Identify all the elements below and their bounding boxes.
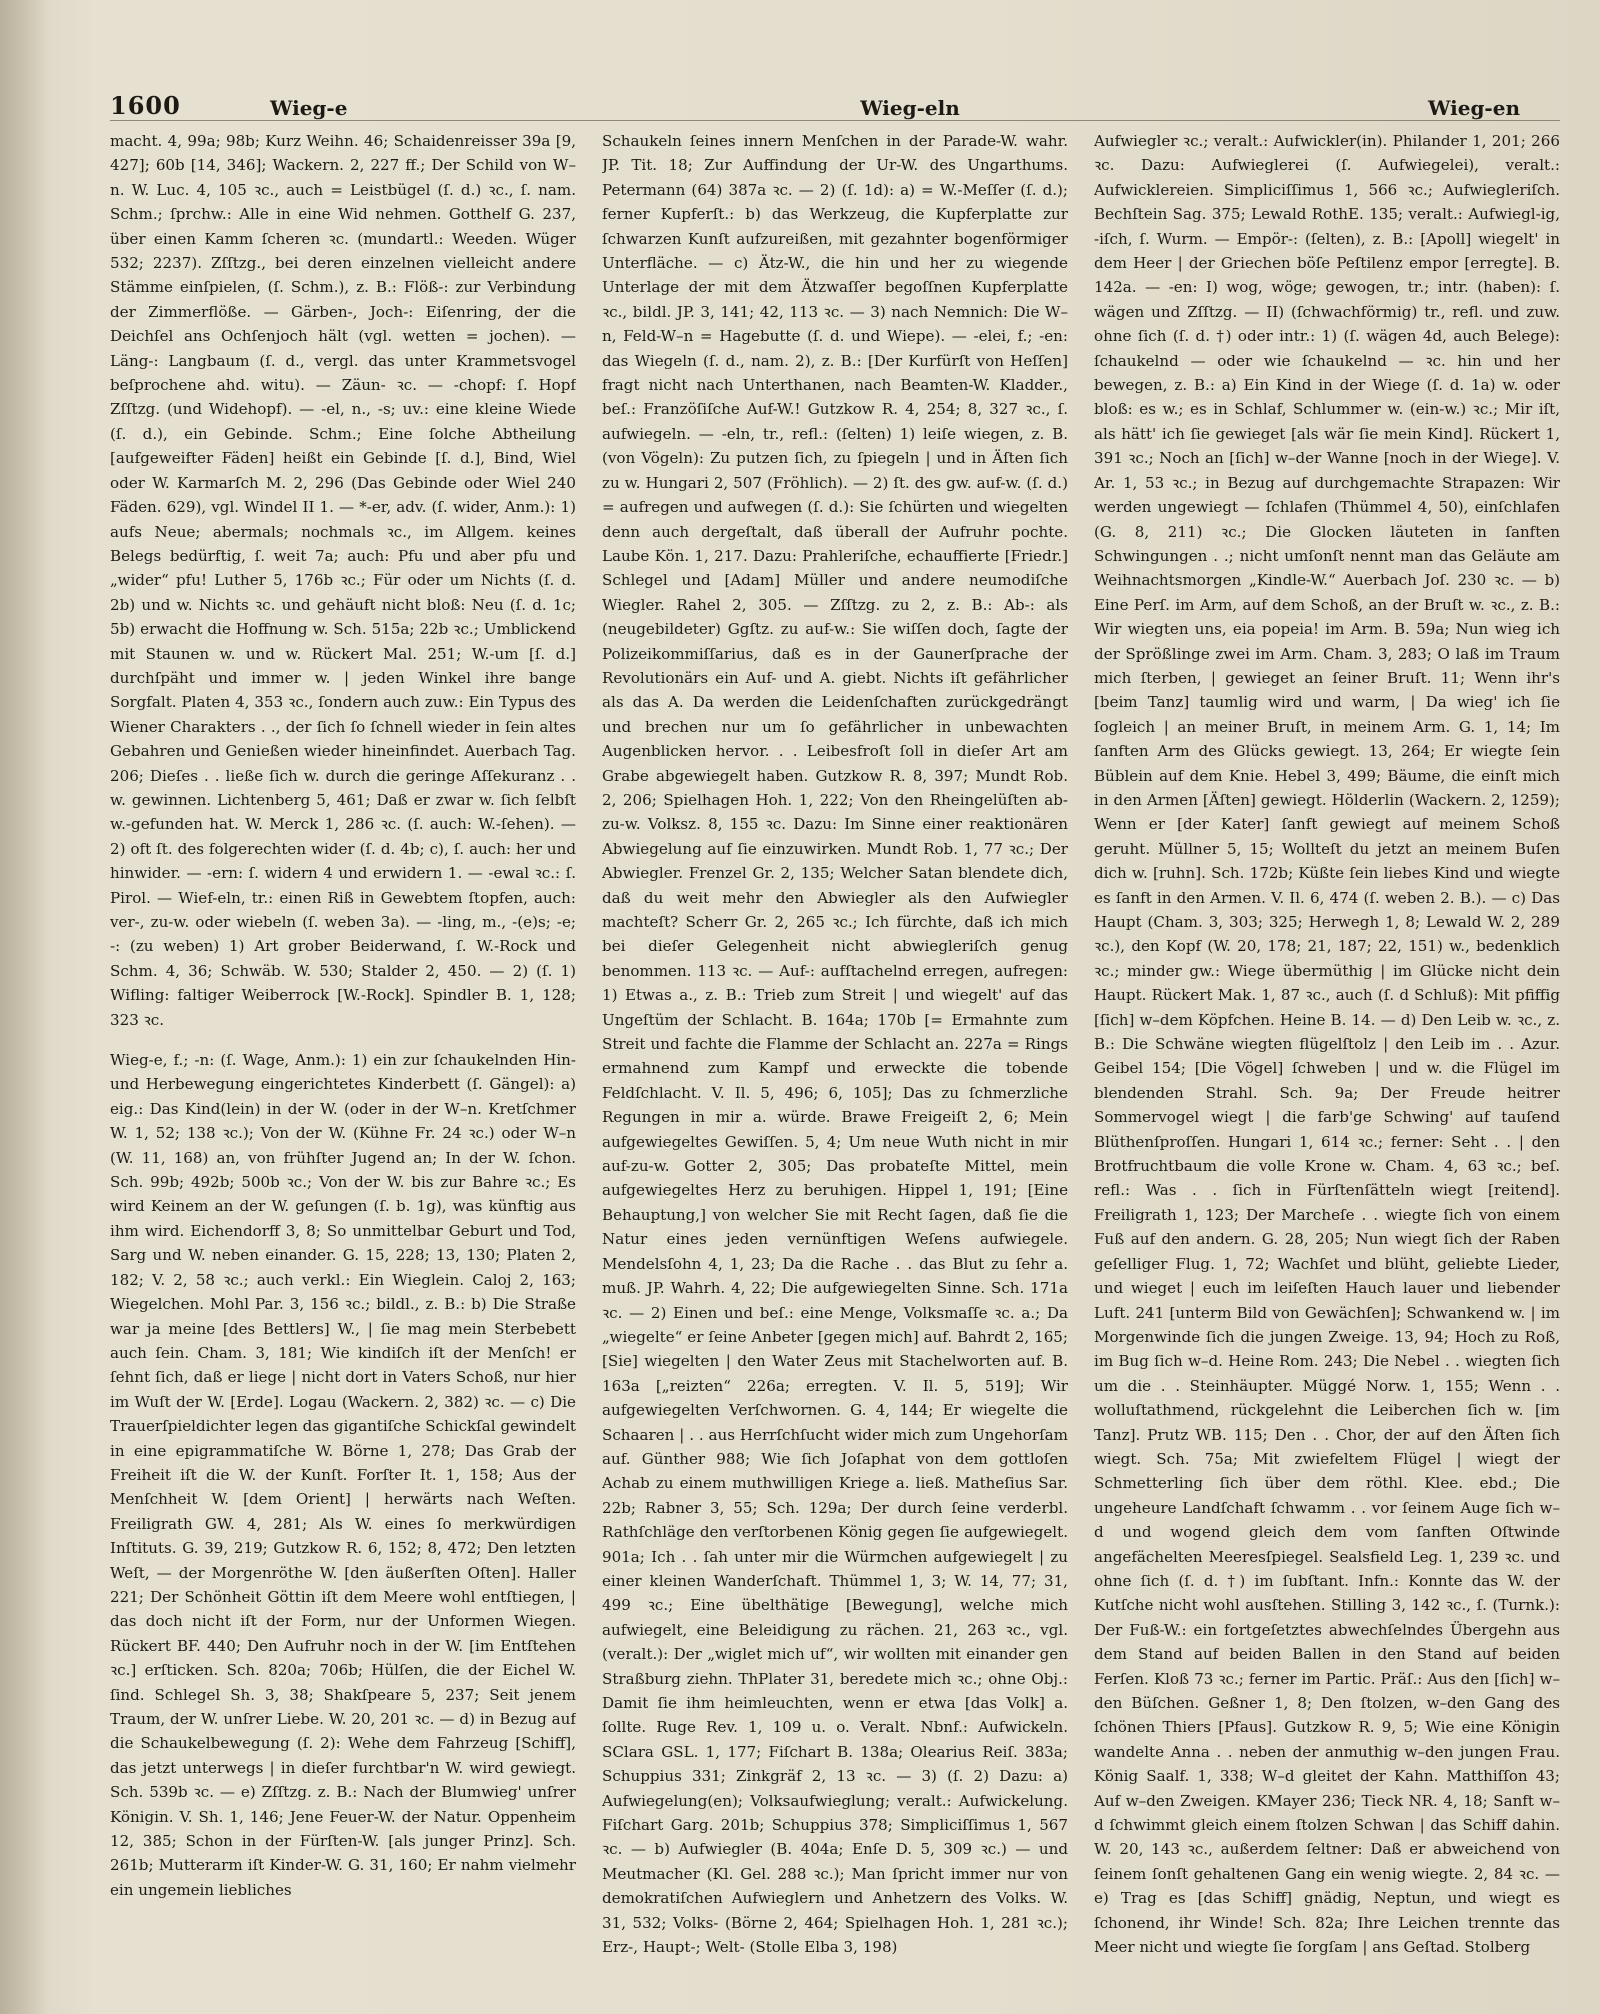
column-3-paragraph-1: Aufwiegler ꝛc.; veralt.: Aufwickler(in). Philander 1, 201; 266 ꝛc. Dazu: Aufwieglerei (ſ. Aufwiegelei), veralt.: Aufwicklereien. Simpliciſſimus 1, 566 ꝛc.; Aufwiegleriſch. Bechſtein Sag. 375; Lewald RothE. 135; veralt.: Aufwiegl-ig, -iſch, ſ. Wurm. — Empör-: (ſelten), z. B.: [Apoll] wiegelt' in dem Heer | der Griechen böſe Peſtilenz empor [erregte]. B. 142a. — -en: I) wog, wöge; gewogen, tr.; intr. (haben): ſ. wägen und Zſſtzg. — II) (ſchwachförmig) tr., refl. und zuw. ohne ſich (ſ. d. †) oder intr.: 1) (ſ. wägen 4d, auch Belege): ſchaukelnd — oder wie ſchaukelnd — ꝛc. hin und her bewegen, z. B.: a) Ein Kind in der Wiege (ſ. d. 1a) w. oder bloß: es w.; es in Schlaf, Schlummer w. (ein-w.) ꝛc.; Mir iſt, als hätt' ich ſie gewieget [als wär ſie mein Kind]. Rückert 1, 391 ꝛc.; Noch an [ſich] w–der Wanne [noch in der Wiege]. V. Ar. 1, 53 ꝛc.; in Bezug auf durchgemachte Strapazen: Wir werden ungewiegt — ſchlafen (Thümmel 4, 50), einſchlafen (G. 8, 211) ꝛc.; Die Glocken läuteten in ſanften Schwingungen . .; nicht umſonſt nennt man das Geläute am Weihnachtsmorgen „Kindle-W.“ Auerbach Joſ. 230 ꝛc. — b) Eine Perſ. im Arm, auf dem Schoß, an der Bruſt w. ꝛc., z. B.: Wir wiegten uns, eia popeia! im Arm. B. 59a; Nun wieg ich der Sprößlinge zwei im Arm. Cham. 3, 283; O laß im Traum mich ſterben, | gewieget an ſeiner Bruſt. 11; Wenn ihr's [beim Tanz] taumlig wird und warm, | Da wieg' ich ſie ſogleich | an meiner Bruſt, in meinem Arm. G. 1, 14; Im ſanften Arm des Glücks gewiegt. 13, 264; Er wiegte ſein Büblein auf dem Knie. Hebel 3, 499; Bäume, die einſt mich in den Armen [Äſten] gewiegt. Hölderlin (Wackern. 2, 1259); Wenn er [der Kater] ſanft gewiegt auf meinem Schoß geruht. Müllner 5, 15; Wollteſt du jetzt an meinem Buſen dich w. [ruhn]. Sch. 172b; Küßte ſein liebes Kind und wiegte es ſanft in den Armen. V. Il. 6, 474 (ſ. weben 2. B.). — c) Das Haupt (Cham. 3, 303; 325; Herwegh 1, 8; Lewald W. 2, 289 ꝛc.), den Kopf (W. 20, 178; 21, 187; 22, 151) w., bedenklich ꝛc.; minder gw.: Wiege übermüthig | im Glücke nicht dein Haupt. Rückert Mak. 1, 87 ꝛc., auch (ſ. d Schluß): Mit pfiffig [ſich] w–dem Köpfchen. Heine B. 14. — d) Den Leib w. ꝛc., z. B.: Die Schwäne wiegten flügelſtolz | den Leib im . . Azur. Geibel 154; [Die Vögel] ſchweben | und w. die Flügel im blendenden Strahl. Sch. 9a; Der Freude heitrer Sommervogel wiegt | die farb'ge Schwing' auf tauſend Blüthenſproſſen. Hungari 1, 614 ꝛc.; ferner: Seht . . | den Brotfruchtbaum die volle Krone w. Cham. 4, 63 ꝛc.; beſ. refl.: Was . . ſich in Fürſtenſätteln wiegt [reitend]. Freiligrath 1, 123; Der Marcheſe . . wiegte ſich von einem Fuß auf den andern. G. 28, 205; Nun wiegt ſich der Raben geſelliger Flug. 1, 72; Wachſet und blüht, geliebte Lieder, und wieget | euch im leiſeſten Hauch lauer und liebender Luft. 241 [unterm Bild von Gewächſen]; Schwankend w. | im Morgenwinde ſich die jungen Zweige. 13, 94; Hoch zu Roß, im Bug ſich w–d. Heine Rom. 243; Die Nebel . . wiegten ſich um die . . Steinhäupter. Müggé Norw. 1, 155; Wenn . . wolluſtathmend, rückgelehnt die Leiberchen ſich w. [im Tanz]. Prutz WB. 115; Den . . Chor, der auf den Äſten ſich wiegt. Sch. 75a; Mit zwiefeltem Flügel | wiegt der Schmetterling ſich über dem röthl. Klee. ebd.; Die ungeheure Landſchaft ſchwamm . . vor ſeinem Auge ſich w–d und wogend gleich dem vom ſanften Oſtwinde angefächelten Meeresſpiegel. Sealsfield Leg. 1, 239 ꝛc. und ohne ſich (ſ. d. †) im ſubſtant. Infn.: Konnte das W. der Kutſche nicht wohl ausſtehen. Stilling 3, 142 ꝛc., ſ. (Turnk.): Der Fuß-W.: ein fortgeſetztes abwechſelndes Übergehn aus dem Stand auf beiden Ballen in den Stand auf beiden Ferſen. Kloß 73 ꝛc.; ferner im Partic. Präſ.: Aus den [ſich] w–den Büſchen. Geßner 1, 8; Den ſtolzen, w–den Gang des ſchönen Thiers [Pfaus]. Gutzkow R. 9, 5; Wie eine Königin wandelte Anna . . neben der anmuthig w–den jungen Frau. König Saalf. 1, 338; W–d gleitet der Kahn. Matthiſſon 43; Auf w–den Zweigen. KMayer 236; Tieck NR. 4, 18; Sanft w–d ſchwimmt gleich einem ſtolzen Schwan | das Schiff dahin. W. 20, 143 ꝛc., außerdem ſeltner: Daß er abweichend von ſeinem ſonſt gehaltenen Gang ein wenig wiegte. 2, 84 ꝛc. — e) Trag es [das Schiff] gnädig, Neptun, und wiegt es ſchonend, ihr Winde! Sch. 82a; Ihre Leichen trennte das Meer nicht und wiegte ſie ſorgſam | ans Geſtad. Stolberg bbox=[1094, 132, 1560, 1957]
text-columns bbox=[110, 129, 1560, 1989]
page-number: 1600 bbox=[110, 91, 181, 120]
column-1 bbox=[110, 129, 576, 1989]
column-2 bbox=[602, 129, 1068, 1989]
page-header bbox=[110, 78, 1560, 121]
running-head-right: Wieg-en bbox=[1428, 96, 1520, 120]
entry-wiege: Wieg-e, f.; -n: (ſ. Wage, Anm.): 1) ein zur ſchaukelnden Hin- und Herbewegung eingerichtetes Kinderbett (ſ. Gängel): a) eig.: Das Kind(lein) in der W. (oder in der W–n. Kretſchmer W. 1, 52; 138 ꝛc.); Von der W. (Kühne Fr. 24 ꝛc.) oder W–n (W. 11, 168) an, von frühſter Jugend an; In der W. ſchon. Sch. 99b; 492b; 500b ꝛc.; Von der W. bis zur Bahre ꝛc.; Es wird Keinem an der W. geſungen (ſ. b. 1g), was künftig aus ihm wird. Eichendorff 3, 8; So unmittelbar Geburt und Tod, Sarg und W. neben einander. G. 15, 228; 13, 130; Platen 2, 182; V. 2, 58 ꝛc.; auch verkl.: Ein Wieglein. Caloj 2, 163; Wiegelchen. Mohl Par. 3, 156 ꝛc.; bildl., z. B.: b) Die Straße war ja meine [des Bettlers] W., | ſie mag mein Sterbebett auch ſein. Cham. 3, 181; Wie kindiſch iſt der Menſch! er ſehnt ſich, daß er liege | nicht dort in Vaters Schoß, nur hier im Wuſt der W. [Erde]. Logau (Wackern. 2, 382) ꝛc. — c) Die Trauerſpieldichter legen das gigantiſche Schickſal gewindelt in eine epigrammatiſche W. Börne 1, 278; Das Grab der Freiheit iſt die W. der Kunſt. Forſter It. 1, 158; Aus der Menſchheit W. [dem Orient] | herwärts nach Weſten. Freiligrath GW. 4, 281; Als W. eines ſo merkwürdigen Inſtituts. G. 39, 219; Gutzkow R. 6, 152; 8, 472; Den letzten Weſt, — der Morgenröthe W. [den äußerſten Oſten]. Haller 221; Der Schönheit Göttin iſt dem Meere wohl entſtiegen, | das doch nicht iſt der Form, nur der Unformen Wiegen. Rückert BF. 440; Den Aufruhr noch in der W. [im Entſtehen ꝛc.] erſticken. Sch. 820a; 706b; Hülſen, die der Eichel W. ſind. Schlegel Sh. 3, 38; Shakſpeare 5, 237; Seit jenem Traum, der W. unſrer Liebe. W. 20, 201 ꝛc. — d) in Bezug auf die Schaukelbewegung (ſ. 2): Wehe dem Fahrzeug [Schiff], das jetzt unterwegs | in dieſer furchtbar'n W. wird gewiegt. Sch. 539b ꝛc. — e) Zſſtzg. z. B.: Nach der Blumwieg' unſrer Königin. V. Sh. 1, 146; Jene Feuer-W. der Natur. Oppenheim 12, 385; Schon in der Fürſten-W. [als junger Prinz]. Sch. 261b; Mutterarm iſt Kinder-W. G. 31, 160; Er nahm vielmehr ein ungemein liebliches bbox=[110, 1051, 576, 1899]
column-1-paragraph-1: macht. 4, 99a; 98b; Kurz Weihn. 46; Schaidenreisser 39a [9, 427]; 60b [14, 346]; Wackern. 2, 227 ff.; Der Schild von W–n. W. Luc. 4, 105 ꝛc., auch = Leistbügel (ſ. d.) ꝛc., ſ. nam. Schm.; ſprchw.: Alle in eine Wid nehmen. Gotthelf G. 237, über einen Kamm ſcheren ꝛc. (mundartl.: Weeden. Wüger 532; 2237). Zſſtzg., bei deren einzelnen vielleicht andere Stämme einſpielen, (ſ. Schm.), z. B.: Flöß-: zur Verbindung der Zimmerflöße. — Gärben-, Joch-: Eiſenring, der die Deichſel ans Ochſenjoch hält (vgl. wetten = jochen). — Läng-: Langbaum (ſ. d., vergl. das unter Krammetsvogel beſprochene ahd. witu). — Zäun- ꝛc. — -chopf: ſ. Hopf Zſſtzg. (und Widehopf). — -el, n., -s; uv.: eine kleine Wiede (ſ. d.), ein Gebinde. Schm.; Eine ſolche Abtheilung [aufgeweifter Fäden] heißt ein Gebinde [ſ. d.], Bind, Wiel oder W. Karmarſch M. 2, 296 (Das Gebinde oder Wiel 240 Fäden. 629), vgl. Windel II 1. — *-er, adv. (ſ. wider, Anm.): 1) aufs Neue; abermals; nochmals ꝛc., im Allgem. keines Belegs bedürftig, ſ. weit 7a; auch: Pfu und aber pfu und „wider“ pfu! Luther 5, 176b ꝛc.; Für oder um Nichts (ſ. d. 2b) und w. Nichts ꝛc. und gehäuft nicht bloß: Neu (ſ. d. 1c; 5b) erwacht die Hoffnung w. Sch. 515a; 22b ꝛc.; Umblickend mit Staunen w. und w. Rückert Mal. 251; W.-um [ſ. d.] durchſpäht und immer w. | jeden Winkel ihre bange Sorgfalt. Platen 4, 353 ꝛc., ſondern auch zuw.: Ein Typus des Wiener Charakters . ., der ſich ſo ſchnell wieder in ſein altes Gebahren und Genießen wieder hineinfindet. Auerbach Tag. 206; Dieſes . . ließe ſich w. durch die geringe Aſſekuranz . . w. gewinnen. Lichtenberg 5, 461; Daß er zwar w. ſich ſelbſt w.-gefunden hat. W. Merck 1, 286 ꝛc. (ſ. auch: W.-ſehen). — 2) oft ſt. des folgerechten wider (ſ. d. 4b; c), ſ. auch: her und hinwider. — -ern: ſ. widern 4 und erwidern 1. — -ewal ꝛc.: ſ. Pirol. — Wief-eln, tr.: einen Riß in Gewebtem ſtopfen, auch: ver-, zu-w. oder wiebeln (ſ. weben 3a). — -ling, m., -(e)s; -e; -: (zu weben) 1) Art grober Beiderwand, ſ. W.-Rock und Schm. 4, 36; Schwäb. W. 530; Stalder 2, 450. — 2) (ſ. 1) Wifling: faltiger Weiberrock [W.-Rock]. Spindler B. 1, 128; 323 ꝛc. bbox=[110, 132, 576, 1029]
running-head-left: Wieg-e bbox=[270, 96, 348, 120]
column-3 bbox=[1094, 129, 1560, 1989]
binding-shadow bbox=[0, 0, 48, 2014]
column-2-paragraph-1: Schaukeln ſeines innern Menſchen in der Parade-W. wahr. JP. Tit. 18; Zur Auffindung der Ur-W. des Ungarthums. Petermann (64) 387a ꝛc. — 2) (ſ. 1d): a) = W.-Meſſer (ſ. d.); ferner Kupferſt.: b) das Werkzeug, die Kupferplatte zur ſchwarzen Kunſt aufzureißen, mit gezahnter bogenförmiger Unterfläche. — c) Ätz-W., die hin und her zu wiegende Unterlage der mit dem Ätzwaſſer begoſſnen Kupferplatte ꝛc., bildl. JP. 3, 141; 42, 113 ꝛc. — 3) nach Nemnich: Die W–n, Feld-W–n = Hagebutte (ſ. d. und Wiepe). — -elei, f.; -en: das Wiegeln (ſ. d., nam. 2), z. B.: [Der Kurfürſt von Heſſen] fragt nicht nach Unterthanen, nach Beamten-W. Kladder., beſ.: Franzöſiſche Auf-W.! Gutzkow R. 4, 254; 8, 327 ꝛc., ſ. aufwiegeln. — -eln, tr., refl.: (ſelten) 1) leiſe wiegen, z. B. (von Vögeln): Zu putzen ſich, zu ſpiegeln | und in Äſten ſich zu w. Hungari 2, 507 (Fröhlich). — 2) ſt. des gw. auf-w. (ſ. d.) = aufregen und aufwegen (ſ. d.): Sie ſchürten und wiegelten denn auch dergeſtalt, daß überall der Aufruhr pochte. Laube Kön. 1, 217. Dazu: Prahleriſche, echauffierte [Friedr.] Schlegel und [Adam] Müller und andere neumodiſche Wiegler. Rahel 2, 305. — Zſſtzg. zu 2, z. B.: Ab-: als (neugebildeter) Ggſtz. zu auf-w.: Sie wiſſen doch, ſagte der Polizeikommiſſarius, daß es in der Gaunerſprache der Revolutionärs ein Auf- und A. giebt. Nichts iſt gefährlicher als das A. Da werden die Leidenſchaften zurückgedrängt und brechen nur um ſo gefährlicher in unbewachten Augenblicken hervor. . . Leibesfroſt ſoll in dieſer Art am Grabe abgewiegelt haben. Gutzkow R. 8, 397; Mundt Rob. 2, 206; Spielhagen Hoh. 1, 222; Von den Rheingelüſten ab-zu-w. Volksz. 8, 155 ꝛc. Dazu: Im Sinne einer reaktionären Abwiegelung auf ſie einzuwirken. Mundt Rob. 1, 77 ꝛc.; Der Abwiegler. Frenzel Gr. 2, 135; Welcher Satan blendete dich, daß du weit mehr den Abwiegler als den Aufwiegler machteſt? Scherr Gr. 2, 265 ꝛc.; Ich fürchte, daß ich mich bei dieſer Gelegenheit nicht abwiegleriſch genug benommen. 113 ꝛc. — Auf-: aufſtachelnd erregen, aufregen: 1) Etwas a., z. B.: Trieb zum Streit | und wiegelt' auf das Ungeſtüm der Schlacht. B. 164a; 170b [= Ermahnte zum Streit und fachte die Flamme der Schlacht an. 227a = Rings ermahnend zum Kampf und erweckte die tobende Feldſchlacht. V. Il. 5, 496; 6, 105]; Das zu ſchmerzliche Regungen in mir a. würde. Brawe Freigeiſt 2, 6; Mein aufgewiegeltes Gewiſſen. 5, 4; Um neue Wuth nicht in mir auf-zu-w. Gotter 2, 305; Das probateſte Mittel, mein aufgewiegeltes Herz zu beruhigen. Hippel 1, 191; [Eine Behauptung,] von welcher Sie mit Recht ſagen, daß ſie die Natur eines jeden vernünftigen Weſens aufwiegele. Mendelsſohn 4, 1, 23; Da die Rache . . das Blut zu ſehr a. muß. JP. Wahrh. 4, 22; Die aufgewiegelten Sinne. Sch. 171a ꝛc. — 2) Einen und beſ.: eine Menge, Volksmaſſe ꝛc. a.; Da „wiegelte“ er ſeine Anbeter [gegen mich] auf. Bahrdt 2, 165; [Sie] wiegelten | den Water Zeus mit Stachelworten auf. B. 163a [„reizten“ 226a; erregten. V. Il. 5, 519]; Wir aufgewiegelten Verſchwornen. G. 4, 144; Er wiegelte die Schaaren | . . aus Herrſchſucht wider mich zum Ungehorſam auf. Günther 988; Wie ſich Joſaphat von dem gottloſen Achab zu einem muthwilligen Kriege a. ließ. Matheſius Sar. 22b; Rabner 3, 55; Sch. 129a; Der durch ſeine verderbl. Rathſchläge den verſtorbenen König gegen ſie aufgewiegelt. 901a; Ich . . ſah unter mir die Würmchen aufgewiegelt | zu einer kleinen Wanderſchaft. Thümmel 1, 3; W. 14, 77; 31, 499 ꝛc.; Eine übelthätige [Bewegung], welche mich aufwiegelt, eine Beleidigung zu rächen. 21, 263 ꝛc., vgl. (veralt.): Der „wiglet mich uf“, wir wollten mit einander gen Straßburg ziehn. ThPlater 31, beredete mich ꝛc.; ohne Obj.: Damit ſie ihm heimleuchten, wenn er etwa [das Volk] a. ſollte. Ruge Rev. 1, 109 u. o. Veralt. Nbnf.: Aufwickeln. SClara GSL. 1, 177; Fiſchart B. 138a; Olearius Reiſ. 383a; Schuppius 331; Zinkgräf 2, 13 ꝛc. — 3) (ſ. 2) Dazu: a) Aufwiegelung(en); Volksaufwieglung; veralt.: Aufwickelung. Fiſchart Garg. 201b; Schuppius 378; Simpliciſſimus 1, 567 ꝛc. — b) Aufwiegler (B. 404a; Enſe D. 5, 309 ꝛc.) — und Meutmacher (Kl. Gel. 288 ꝛc.); Man ſpricht immer nur von demokratiſchen Aufwieglern und Anhetzern des Volks. W. 31, 532; Volks- (Börne 2, 464; Spielhagen Hoh. 1, 281 ꝛc.); Erz-, Haupt-; Welt- (Stolle Elba 3, 198) bbox=[602, 132, 1068, 1957]
running-head-center: Wieg-eln bbox=[860, 96, 960, 120]
